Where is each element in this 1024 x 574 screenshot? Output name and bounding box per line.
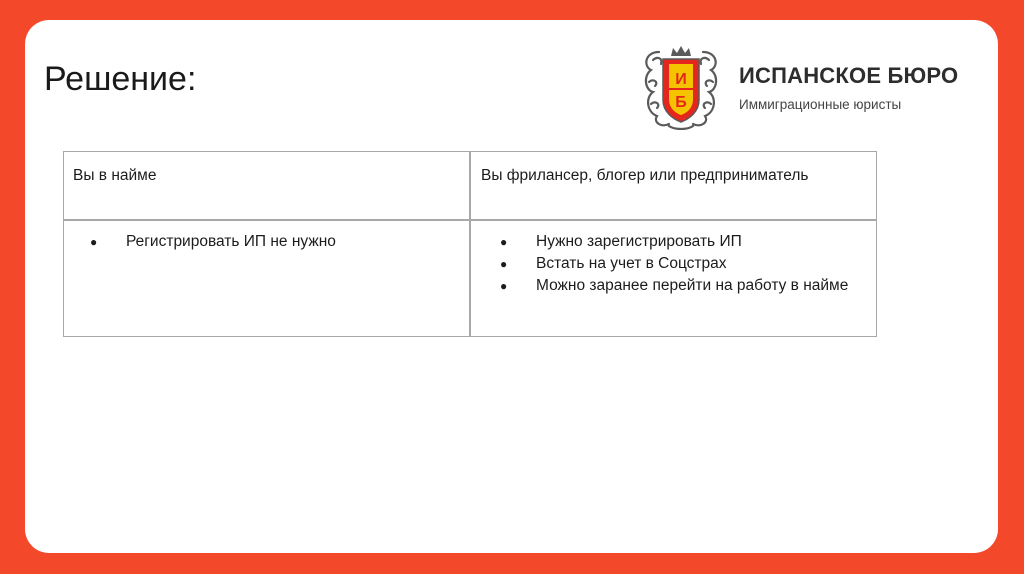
table-cell-employed xyxy=(86,231,466,253)
table-column-divider xyxy=(469,152,471,336)
list-item-text: Нужно зарегистрировать ИП xyxy=(536,233,742,250)
bullet-icon: ● xyxy=(90,235,98,249)
list-item-text: Регистрировать ИП не нужно xyxy=(126,233,336,250)
bullet-icon: ● xyxy=(500,257,508,271)
emblem-letter-2: Б xyxy=(675,94,687,111)
list-item xyxy=(496,231,866,253)
comparison-table xyxy=(63,151,877,337)
list-item xyxy=(496,253,866,275)
company-logo xyxy=(639,42,969,132)
logo-company-name: ИСПАНСКОЕ БЮРО xyxy=(739,63,959,88)
bullet-list-employed xyxy=(86,231,466,253)
list-item xyxy=(496,275,866,297)
table-header-employed: Вы в найме xyxy=(73,167,157,184)
logo-tagline: Иммиграционные юристы xyxy=(739,97,902,112)
slide-title: Решение: xyxy=(44,60,197,98)
list-item-text: Можно заранее перейти на работу в найме xyxy=(536,277,849,294)
table-header-freelancer: Вы фрилансер, блогер или предприниматель xyxy=(481,167,809,184)
emblem-icon xyxy=(639,42,723,130)
slide xyxy=(25,20,998,553)
table-cell-freelancer xyxy=(496,231,866,297)
table-row-divider xyxy=(64,219,876,221)
list-item-text: Встать на учет в Соцстрах xyxy=(536,255,727,272)
list-item xyxy=(86,231,466,253)
bullet-icon: ● xyxy=(500,279,508,293)
bullet-icon: ● xyxy=(500,235,508,249)
bullet-list-freelancer xyxy=(496,231,866,297)
emblem-letter-1: И xyxy=(675,71,687,88)
